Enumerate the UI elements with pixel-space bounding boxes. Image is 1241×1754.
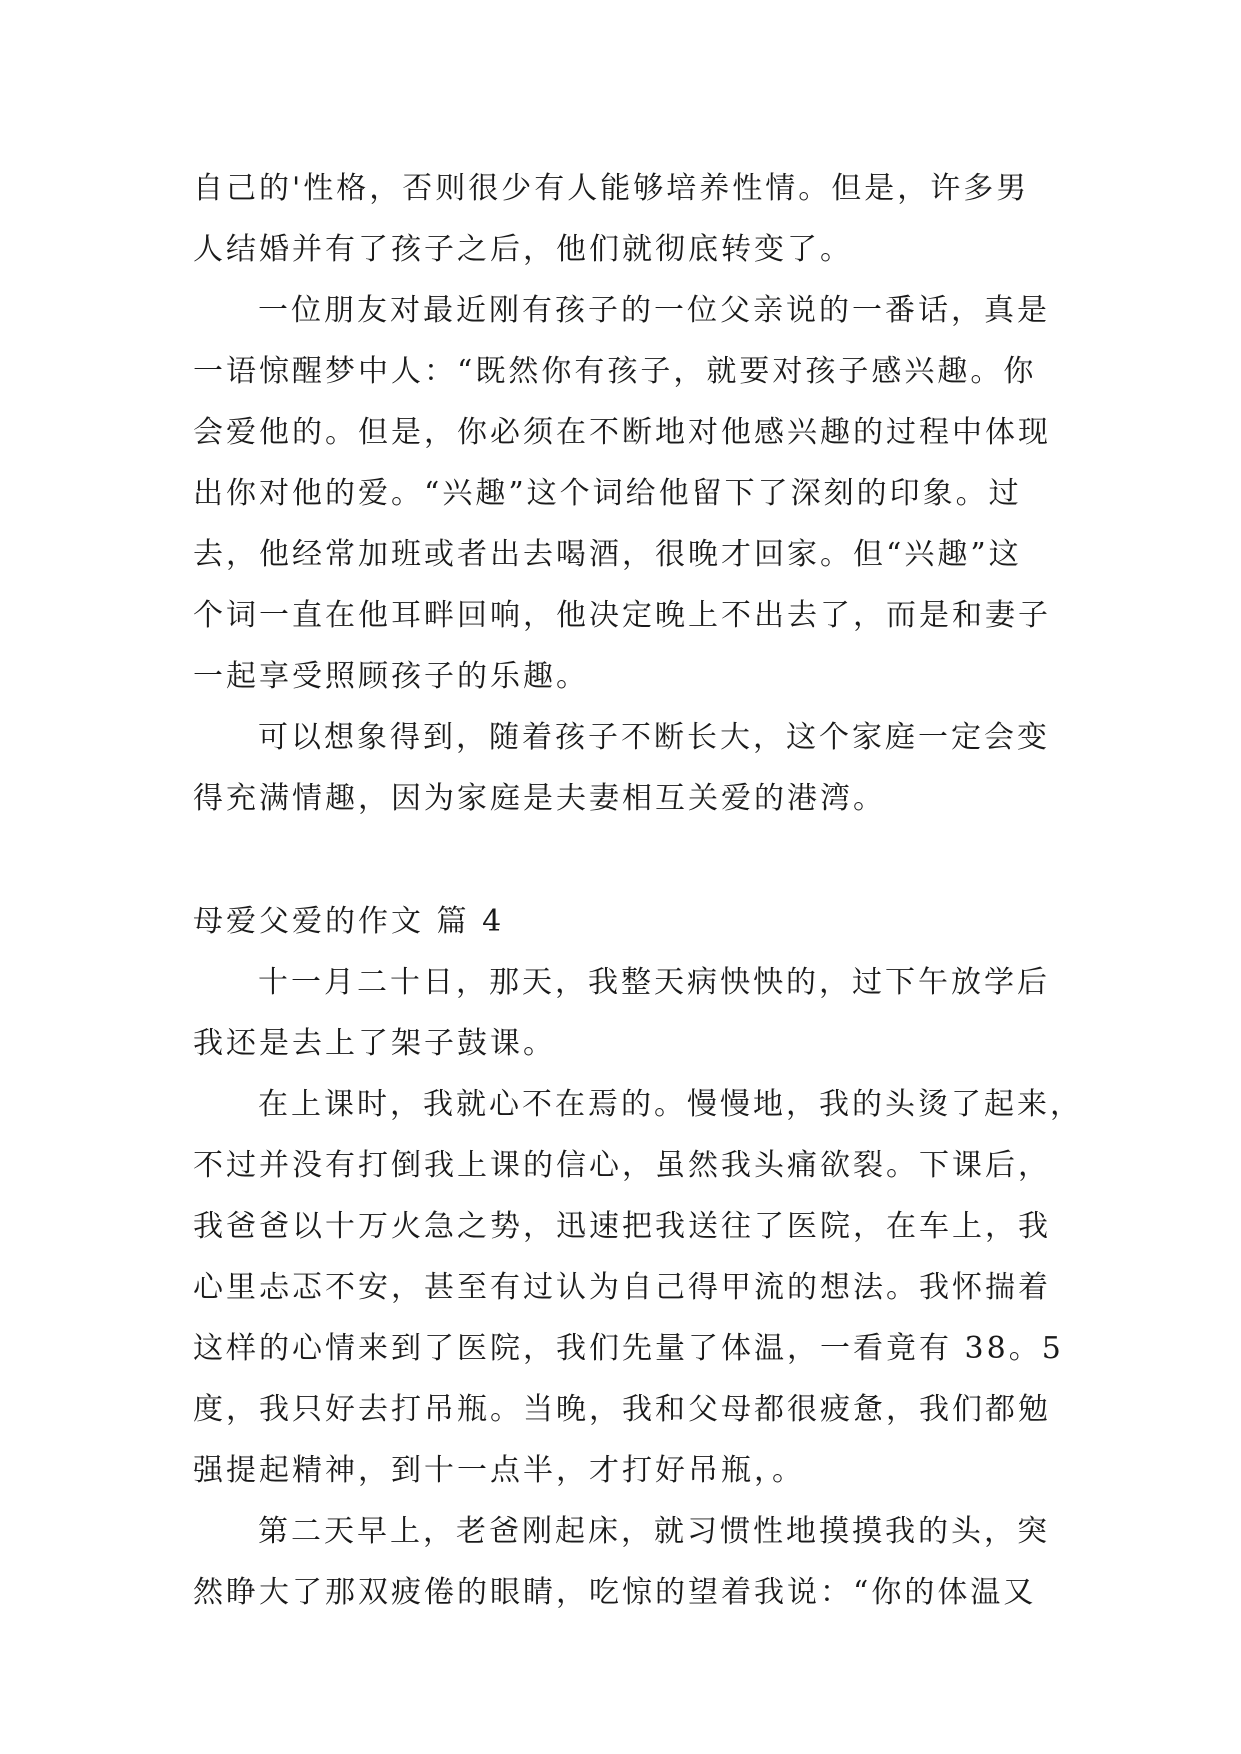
section-heading: 母爱父爱的作文 篇 4 — [193, 904, 505, 939]
text-line: 去，他经常加班或者出去喝酒，很晚才回家。但“兴趣”这 — [193, 537, 1022, 572]
document-body — [193, 158, 1083, 1623]
text-line: 一语惊醒梦中人：“既然你有孩子，就要对孩子感兴趣。你 — [193, 354, 1037, 389]
text-line: 一位朋友对最近刚有孩子的一位父亲说的一番话，真是 — [258, 293, 1050, 328]
text-line: 会爱他的。但是，你必须在不断地对他感兴趣的过程中体现 — [193, 415, 1051, 450]
text-line: 我爸爸以十万火急之势，迅速把我送往了医院，在车上，我 — [193, 1209, 1051, 1244]
text-line: 十一月二十日，那天，我整天病怏怏的，过下午放学后 — [258, 965, 1050, 1000]
paragraph — [193, 952, 1053, 1074]
paragraph — [193, 1501, 1053, 1623]
text-line: 得充满情趣，因为家庭是夫妻相互关爱的港湾。 — [193, 781, 886, 816]
text-line: 然睁大了那双疲倦的眼睛，吃惊的望着我说：“你的体温又 — [193, 1575, 1037, 1610]
text-line: 人结婚并有了孩子之后，他们就彻底转变了。 — [193, 232, 853, 267]
paragraph — [193, 707, 1053, 829]
text-line: 个词一直在他耳畔回响，他决定晚上不出去了，而是和妻子 — [193, 598, 1051, 633]
text-line: 第二天早上，老爸刚起床，就习惯性地摸摸我的头，突 — [258, 1514, 1050, 1549]
text-line: 这样的心情来到了医院，我们先量了体温，一看竟有 38。5 — [193, 1331, 1064, 1366]
text-line: 一起享受照顾孩子的乐趣。 — [193, 659, 589, 694]
paragraph — [193, 158, 1053, 280]
text-line: 度，我只好去打吊瓶。当晚，我和父母都很疲惫，我们都勉 — [193, 1392, 1051, 1427]
text-line: 我还是去上了架子鼓课。 — [193, 1026, 556, 1061]
paragraph — [193, 280, 1053, 707]
text-line: 心里忐忑不安，甚至有过认为自己得甲流的想法。我怀揣着 — [193, 1270, 1051, 1305]
paragraph — [193, 1074, 1083, 1501]
text-line: 强提起精神，到十一点半，才打好吊瓶，。 — [193, 1453, 805, 1488]
text-line: 自己的'性格，否则很少有人能够培养性情。但是，许多男 — [193, 171, 1030, 206]
text-line: 可以想象得到，随着孩子不断长大，这个家庭一定会变 — [258, 720, 1050, 755]
text-line: 不过并没有打倒我上课的信心，虽然我头痛欲裂。下课后， — [193, 1148, 1051, 1183]
text-line: 出你对他的爱。“兴趣”这个词给他留下了深刻的印象。过 — [193, 476, 1022, 511]
section-gap — [193, 829, 1053, 891]
text-line: 在上课时，我就心不在焉的。慢慢地，我的头烫了起来， — [258, 1087, 1083, 1122]
